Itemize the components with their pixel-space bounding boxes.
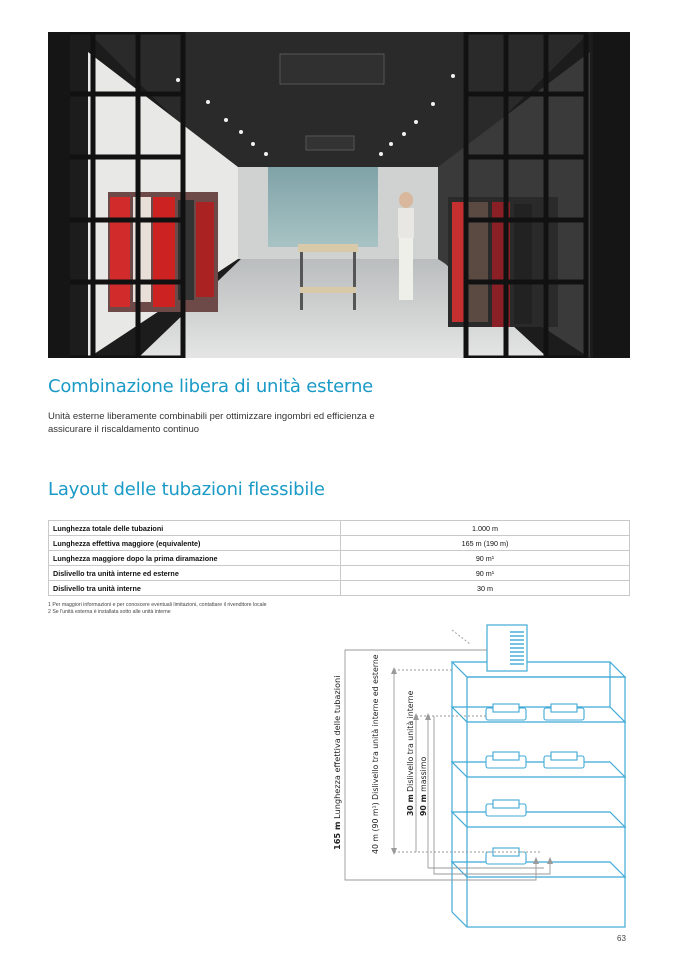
label-max-height: 90 m massimo <box>419 756 428 816</box>
section-title-outdoor-units: Combinazione libera di unità esterne <box>48 376 374 397</box>
piping-diagram-svg <box>330 622 630 932</box>
label-indoor-height: 30 m Dislivello tra unità interne <box>406 690 415 816</box>
section-body-outdoor-units: Unità esterne liberamente combinabili per ottimizzare ingombri ed efficienza e assicurare il riscaldamento continuo <box>48 411 375 435</box>
section-title-piping-layout: Layout delle tubazioni flessibile <box>48 479 325 500</box>
store-photo <box>48 32 630 358</box>
label-outdoor-height: 40 m (90 m¹) Dislivello tra unità interne ed esterne <box>371 654 380 854</box>
footnote-1: 1 Per maggiori informazioni e per conoscere eventuali limitazioni, contattare il rivenditore locale <box>48 602 267 608</box>
footnote-2: 2 Se l'unità esterna è installata sotto alle unità interne <box>48 609 171 615</box>
row-label: Dislivello tra unità interne <box>49 581 341 596</box>
indoor-unit-icon <box>486 800 526 816</box>
indoor-unit-icon <box>486 752 526 768</box>
indoor-unit-icon <box>544 752 584 768</box>
row-label: Dislivello tra unità interne ed esterne <box>49 566 341 581</box>
indoor-unit-icon <box>486 848 526 864</box>
row-label: Lunghezza totale delle tubazioni <box>49 521 341 536</box>
row-label: Lunghezza maggiore dopo la prima diramazione <box>49 551 341 566</box>
label-total-length: 165 m Lunghezza effettiva delle tubazioni <box>332 675 342 850</box>
row-label: Lunghezza effettiva maggiore (equivalente) <box>49 536 341 551</box>
indoor-unit-icons <box>486 704 584 864</box>
row-value: 165 m (190 m) <box>341 536 630 551</box>
row-value: 30 m <box>341 581 630 596</box>
piping-diagram <box>330 622 630 932</box>
table-row <box>49 551 630 566</box>
piping-spec-table <box>48 520 630 596</box>
row-value: 1.000 m <box>341 521 630 536</box>
table-row <box>49 536 630 551</box>
row-value: 90 m¹ <box>341 566 630 581</box>
footnotes <box>48 602 267 616</box>
table-row <box>49 566 630 581</box>
outdoor-unit-icon <box>487 625 527 671</box>
table-row <box>49 581 630 596</box>
store-interior-image <box>48 32 630 358</box>
page-number: 63 <box>617 934 626 943</box>
table-row <box>49 521 630 536</box>
row-value: 90 m¹ <box>341 551 630 566</box>
